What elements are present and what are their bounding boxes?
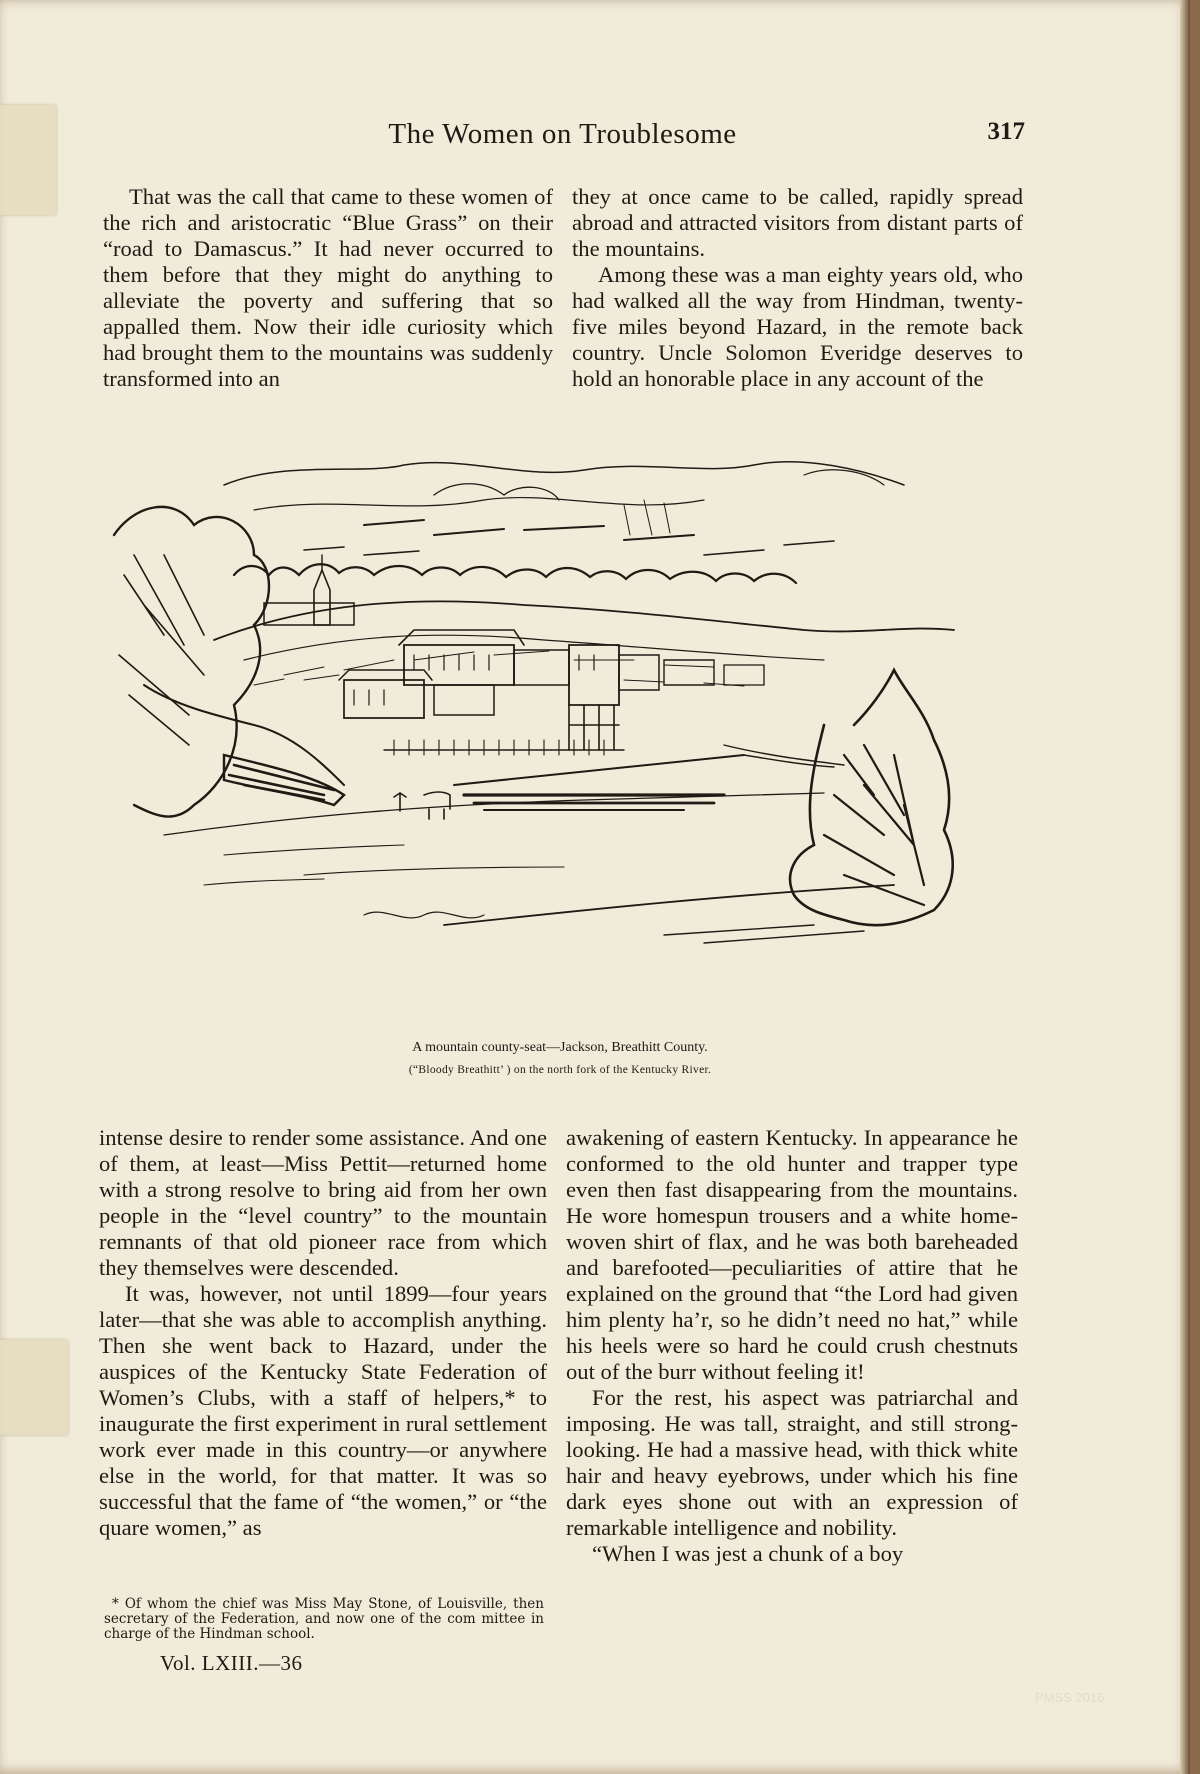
page-number: 317: [987, 118, 1025, 145]
running-head: [100, 118, 1025, 158]
footnote: [104, 1597, 544, 1642]
paragraph: It was, however, not until 1899—four years later—that she was able to accomplish anything. Then she went back to Hazard, under the auspices of the Kentucky State Federation of Women’s Clubs, with a staff of helpers,* to inaugurate the first experiment in rural settlement work ever made in this country—or anywhere else in the world, for that matter. It was so successful that the fame of “the women,” or “the quare women,” as: [99, 1281, 547, 1540]
illustration-jackson-county-seat: [104, 455, 1014, 1000]
column-bottom-right: [566, 1125, 1018, 1567]
tape-strip: [0, 1340, 68, 1435]
figure-caption-subtitle: (“Bloody Breathitt’ ) on the north fork of the Kentucky River.: [408, 1064, 712, 1076]
page-edge: [1180, 0, 1190, 1774]
watermark: PMSS 2016: [1035, 1690, 1105, 1705]
paragraph: intense desire to render some assistance. And one of them, at least—Miss Pettit—returned home with a strong resolve to bring aid from her own people in the “level country” to the mountain remnants of that old pioneer race from which they themselves were descended.: [99, 1125, 547, 1280]
footnote-text: * Of whom the chief was Miss May Stone, of Louisville, then secretary of the Federation, and now one of the com mittee in charge of the Hindman school.: [104, 1596, 544, 1642]
tape-strip: [0, 105, 56, 215]
paragraph: awakening of eastern Kentucky. In appearance he conformed to the old hunter and trapper type even then fast disappearing from the mountains. He wore homespun trousers and a white home-woven shirt of flax, and he was both bareheaded and barefooted—peculiarities of attire that he explained on the ground that “the Lord had given him plenty ha’r, so he didn’t need no hat,” while his heels were so hard he could crush chestnuts out of the burr without feeling it!: [566, 1125, 1018, 1384]
paragraph: Among these was a man eighty years old, who had walked all the way from Hindman, twenty-five miles beyond Hazard, in the remote back country. Uncle Solomon Everidge deserves to hold an honorable place in any account of the: [572, 262, 1023, 391]
column-bottom-left: [99, 1125, 547, 1541]
paragraph: For the rest, his aspect was patriarchal and imposing. He was tall, straight, and still strong-looking. He had a massive head, with thick white hair and heavy eyebrows, under which his fine dark eyes shone out with an expression of remarkable intelligence and nobility.: [566, 1385, 1018, 1540]
paragraph: they at once came to be called, rapidly spread abroad and attracted visitors from distant parts of the mountains.: [572, 184, 1023, 261]
volume-signature: Vol. LXIII.—36: [160, 1651, 303, 1675]
paragraph: “When I was jest a chunk of a boy: [592, 1541, 904, 1566]
running-title: The Women on Troublesome: [388, 118, 737, 150]
column-top-left: [103, 184, 553, 392]
column-top-right: [572, 184, 1023, 392]
pen-drawing-illustration: [104, 455, 1014, 1000]
figure-caption-title: A mountain county-seat—Jackson, Breathitt County.: [412, 1040, 708, 1055]
paragraph: That was the call that came to these women of the rich and aristocratic “Blue Grass” on their “road to Damascus.” It had never occurred to them before that they might do anything to alleviate the poverty and suffering that so appalled them. Now their idle curiosity which had brought them to the mountains was suddenly transformed into an: [103, 184, 553, 391]
